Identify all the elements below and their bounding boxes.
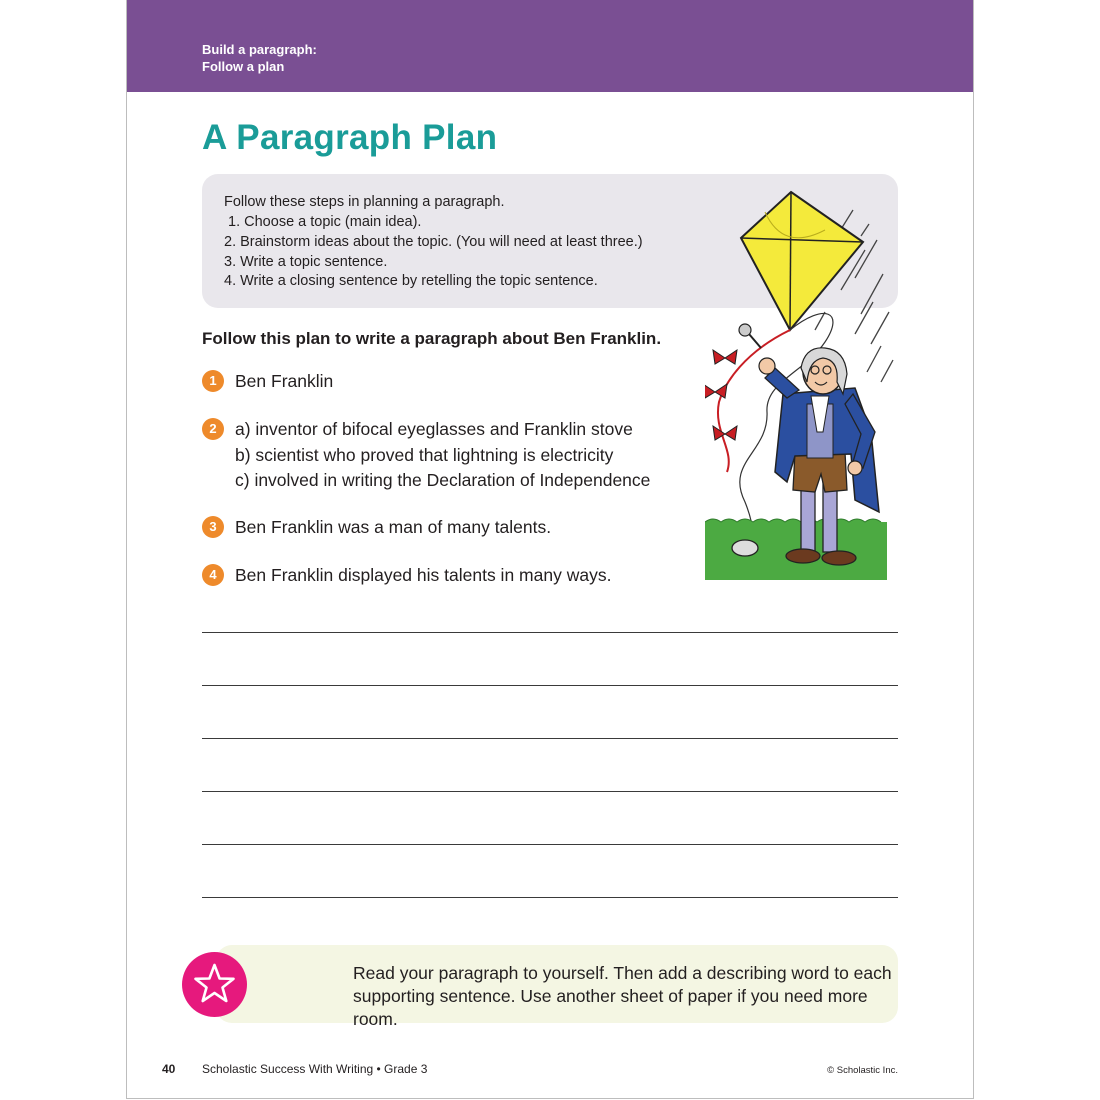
banner-line-1: Build a paragraph:: [202, 42, 317, 57]
banner-line-2: Follow a plan: [202, 59, 285, 74]
writing-line[interactable]: [202, 685, 898, 686]
tip-line-1: Read your paragraph to yourself. Then add a describing word to each: [353, 963, 892, 983]
header-banner: [127, 0, 973, 92]
tip-text: [353, 962, 898, 1031]
writing-line[interactable]: [202, 738, 898, 739]
step-item: 4. Write a closing sentence by retelling the topic sentence.: [224, 273, 598, 290]
step-item: 3. Write a topic sentence.: [224, 253, 388, 270]
plan-line: b) scientist who proved that lightning is electricity: [235, 444, 614, 465]
copyright: © Scholastic Inc.: [827, 1065, 898, 1076]
tip-line-2: supporting sentence. Use another sheet of paper if you need more room.: [353, 986, 868, 1029]
plan-line: a) inventor of bifocal eyeglasses and Franklin stove: [235, 419, 633, 439]
book-title: Scholastic Success With Writing • Grade 3: [202, 1062, 428, 1076]
star-badge: [182, 952, 247, 1017]
writing-line[interactable]: [202, 632, 898, 633]
plan-item-text: [235, 369, 333, 395]
step-item: 2. Brainstorm ideas about the topic. (You will need at least three.): [224, 233, 643, 250]
plan-instruction: Follow this plan to write a paragraph about Ben Franklin.: [202, 329, 662, 348]
writing-lines: [202, 632, 898, 950]
number-badge: 3: [202, 516, 224, 538]
plan-line: c) involved in writing the Declaration of Independence: [235, 470, 651, 490]
writing-line[interactable]: [202, 791, 898, 792]
star-icon: [182, 952, 247, 1017]
number-badge: 1: [202, 370, 224, 392]
number-badge: 2: [202, 418, 224, 440]
steps-list: [224, 213, 643, 292]
plan-line: Ben Franklin displayed his talents in many ways.: [235, 565, 612, 585]
writing-line[interactable]: [202, 897, 898, 898]
page-number: 40: [162, 1062, 176, 1076]
tip-box: [216, 945, 898, 1029]
page-title: A Paragraph Plan: [202, 118, 498, 157]
ben-franklin-kite-illustration: [705, 182, 899, 580]
number-badge: 4: [202, 564, 224, 586]
worksheet-page: [126, 0, 974, 1099]
writing-line[interactable]: [202, 844, 898, 845]
plan-line: Ben Franklin was a man of many talents.: [235, 517, 552, 537]
plan-item-text: [235, 563, 611, 589]
banner-text: [202, 41, 317, 75]
plan-item-text: [235, 417, 650, 494]
plan-item-text: [235, 515, 551, 541]
steps-intro: Follow these steps in planning a paragraph.: [224, 194, 505, 210]
step-item: 1. Choose a topic (main idea).: [224, 214, 422, 230]
plan-line: Ben Franklin: [235, 371, 334, 391]
